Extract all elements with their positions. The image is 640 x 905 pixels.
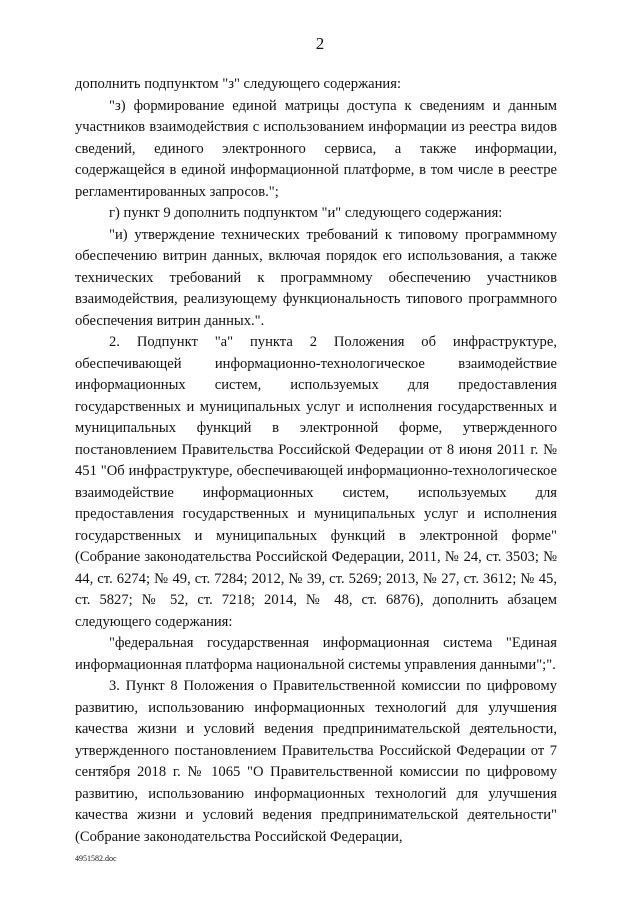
paragraph-subitem-i: "и) утверждение технических требований к типовому программному обеспечению витрин данных, включая порядок его использования, а также технических требований к программному обеспечению участников взаимодействия, реализующему функциональность типового программного обеспечения витрин данных.". [75,226,557,329]
paragraph-platform-quote: "федеральная государственная информационная система "Единая информационная платформа национальной системы управления данными";". [75,635,557,673]
page-number: 2 [315,34,325,53]
paragraph-item-g: г) пункт 9 дополнить подпунктом "и" следующего содержания: [109,205,503,221]
paragraph-point-2: 2. Подпункт "а" пункта 2 Положения об инфраструктуре, обеспечивающей информационно-технологическое взаимодействие информационных систем, используемых для предоставления государственных и муниципальных услуг и исполнения государственных и муниципальных функций в электронной форме, утвержденного постановлением Правительства Российской Федерации от 8 июня 2011 г. № 451 "Об инфраструктуре, обеспечивающей информационно-технологическое взаимодействие информационных систем, используемых для предоставления государственных и муниципальных услуг и исполнения государственных и муниципальных функций в электронной форме" (Собрание законодательства Российской Федерации, 2011, № 24, ст. 3503; № 44, ст. 6274; № 49, ст. 7284; 2012, № 39, ст. 5269; 2013, № 27, ст. 3612; № 45, ст. 5827; № 52, ст. 7218; 2014, № 48, ст. 6876), дополнить абзацем следующего содержания: [75,334,557,630]
footer-filename: 4951582.doc [75,854,117,863]
paragraph-intro: дополнить подпунктом "з" следующего содержания: [75,76,402,92]
paragraph-point-3: 3. Пункт 8 Положения о Правительственной комиссии по цифровому развитию, использованию информационных технологий для улучшения качества жизни и условий ведения предпринимательской деятельности, утвержденного постановлением Правительства Российской Федерации от 7 сентября 2018 г. № 1065 "О Правительственной комиссии по цифровому развитию, использованию информационных технологий для улучшения качества жизни и условий ведения предпринимательской деятельности" (Собрание законодательства Российской Федерации, [75,678,557,845]
paragraph-subitem-z: "з) формирование единой матрицы доступа к сведениям и данным участников взаимодействия с использованием информации из реестра видов сведений, единого электронного сервиса, а также информации, содержащейся в единой информационной платформе, в том числе в реестре регламентированных запросов."; [75,97,557,200]
document-body [75,74,557,848]
